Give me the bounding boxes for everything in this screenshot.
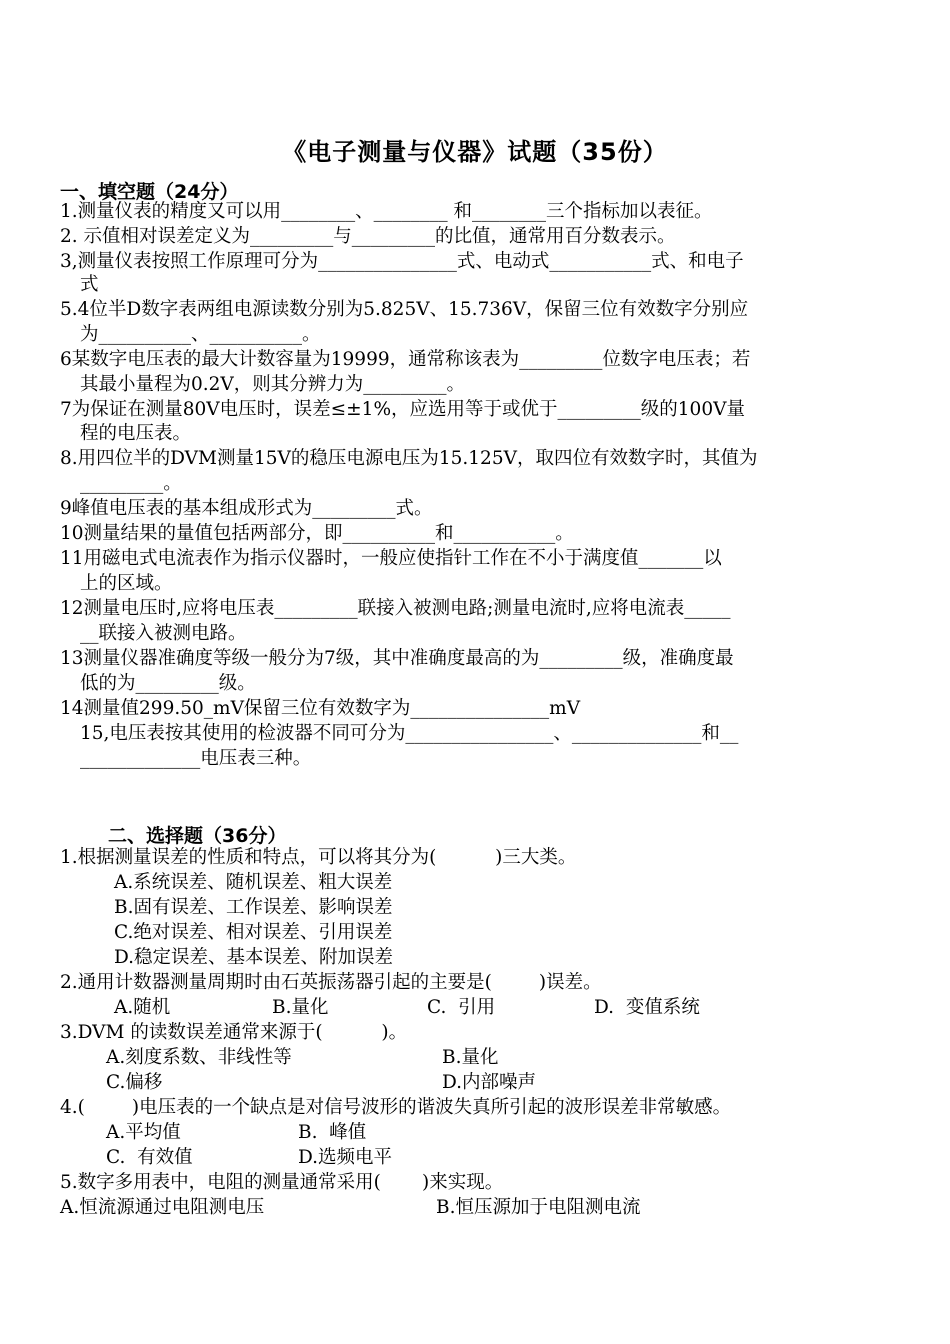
option-line: A.系统误差、随机误差、粗大误差: [114, 872, 393, 893]
question-line: 3.DVM 的读数误差通常来源于( )。: [60, 1022, 408, 1043]
question-line: 3,测量仪表按照工作原理可分为_______________式、电动式___________式、和电子: [60, 251, 744, 272]
question-line: 1.根据测量误差的性质和特点，可以将其分为( )三大类。: [60, 847, 577, 868]
question-line: 1.测量仪表的精度又可以用________、________ 和________三个指标加以表征。: [60, 201, 713, 222]
option-line: D. 变值系统: [594, 997, 700, 1018]
question-line: 上的区域。: [80, 573, 173, 594]
question-line: 5.数字多用表中，电阻的测量通常采用( )来实现。: [60, 1172, 504, 1193]
question-line: 2. 示值相对误差定义为_________与_________的比值，通常用百分数表示。: [60, 226, 676, 247]
question-line: 程的电压表。: [80, 423, 192, 444]
question-line: 15,电压表按其使用的检波器不同可分为________________、______________和__: [80, 723, 739, 744]
option-line: D.稳定误差、基本误差、附加误差: [114, 947, 394, 968]
question-line: 低的为_________级。: [80, 673, 256, 694]
question-line: 式: [80, 274, 99, 295]
question-line: 其最小量程为0.2V，则其分辨力为_________。: [80, 374, 466, 395]
option-line: A.恒流源通过电阻测电压: [60, 1197, 265, 1218]
section1-heading: 一、填空题（24分）: [60, 181, 239, 203]
question-line: 10测量结果的量值包括两部分，即__________和___________。: [60, 523, 574, 544]
option-line: C.绝对误差、相对误差、引用误差: [114, 922, 393, 943]
option-line: C. 引用: [427, 997, 496, 1018]
question-line: 13测量仪器准确度等级一般分为7级，其中准确度最高的为_________级，准确度最: [60, 648, 734, 669]
question-line: 9峰值电压表的基本组成形式为_________式。: [60, 498, 433, 519]
option-line: B.量化: [442, 1047, 499, 1068]
question-line: 4.( )电压表的一个缺点是对信号波形的谐波失真所引起的波形误差非常敏感。: [60, 1097, 732, 1118]
question-line: 为__________、__________。: [80, 324, 321, 345]
option-line: B.固有误差、工作误差、影响误差: [114, 897, 393, 918]
option-line: B.恒压源加于电阻测电流: [436, 1197, 641, 1218]
question-line: 6某数字电压表的最大计数容量为19999，通常称该表为_________位数字电压表；若: [60, 349, 751, 370]
question-line: 7为保证在测量80V电压时，误差≤±1%，应选用等于或优于_________级的100V量: [60, 399, 745, 420]
option-line: A.刻度系数、非线性等: [106, 1047, 292, 1068]
question-line: 2.通用计数器测量周期时由石英振荡器引起的主要是( )误差。: [60, 972, 602, 993]
section2-heading: 二、选择题（36分）: [108, 825, 287, 847]
page-title: 《电子测量与仪器》试题（35份）: [282, 138, 668, 166]
question-line: 5.4位半D数字表两组电源读数分别为5.825V、15.736V，保留三位有效数字分别应: [60, 299, 749, 320]
question-line: _____________电压表三种。: [80, 748, 312, 769]
question-line: 12测量电压时,应将电压表_________联接入被测电路;测量电流时,应将电流表_____: [60, 598, 731, 619]
option-line: B. 峰值: [298, 1122, 367, 1143]
question-line: 14测量值299.50_mV保留三位有效数字为_______________mV: [60, 698, 581, 719]
option-line: A.随机: [114, 997, 171, 1018]
option-line: B.量化: [272, 997, 329, 1018]
question-line: _________。: [80, 473, 182, 494]
option-line: C. 有效值: [106, 1147, 193, 1168]
question-line: 8.用四位半的DVM测量15V的稳压电源电压为15.125V，取四位有效数字时，其值为: [60, 448, 758, 469]
option-line: D.内部噪声: [442, 1072, 537, 1093]
question-line: __联接入被测电路。: [80, 623, 247, 644]
option-line: D.选频电平: [298, 1147, 393, 1168]
option-line: C.偏移: [106, 1072, 163, 1093]
option-line: A.平均值: [106, 1122, 181, 1143]
question-line: 11用磁电式电流表作为指示仪器时，一般应使指针工作在不小于满度值_______以: [60, 548, 722, 569]
